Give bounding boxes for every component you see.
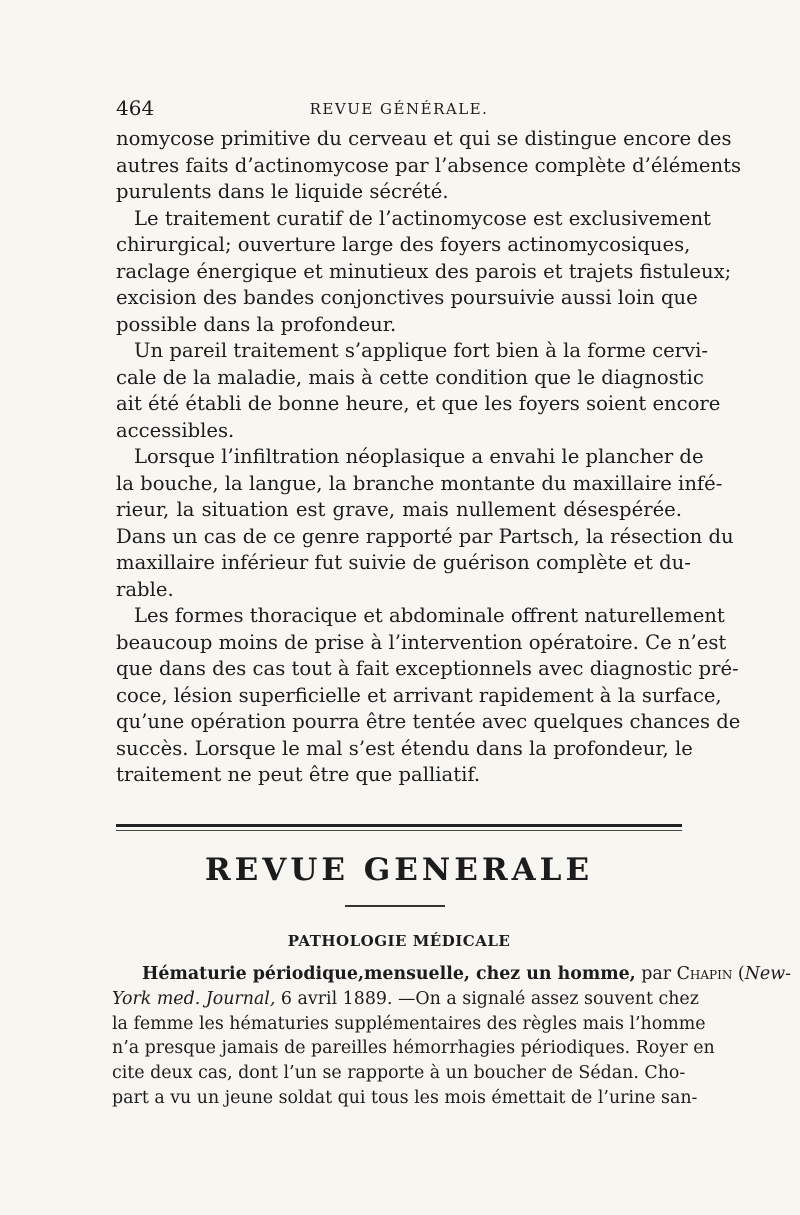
text-line: Les formes thoracique et abdominale offrent naturellement xyxy=(134,604,725,627)
text-line: nomycose primitive du cerveau et qui se distingue encore des xyxy=(116,127,732,150)
text-line: autres faits d’actinomycose par l’absence complète d’éléments xyxy=(116,153,742,177)
article-date: 6 avril 1889. —On a signalé assez souvent chez xyxy=(275,988,699,1009)
text-line: Le traitement curatif de l’actinomycose est exclusivement xyxy=(134,206,711,230)
text-line: excision des bandes conjonctives poursuivie aussi loin que xyxy=(116,286,698,309)
article-journal: New- xyxy=(744,964,791,984)
subsection-title: PATHOLOGIE MÉDICALE xyxy=(287,932,511,950)
running-title: REVUE GÉNÉRALE. xyxy=(309,100,489,118)
text-line: maxillaire inférieur fut suivie de guérison complète et du- xyxy=(116,551,691,574)
article-journal-cont: York med. Journal, xyxy=(112,988,276,1009)
article-line: part a vu un jeune soldat qui tous les mois émettait de l’urine san- xyxy=(112,1087,698,1108)
text-line: rieur, la situation est grave, mais nullement désespérée. xyxy=(116,498,682,521)
text-line: chirurgical; ouverture large des foyers actinomycosiques, xyxy=(116,233,691,256)
article-citation-line xyxy=(112,987,699,1012)
title-underline xyxy=(345,905,445,907)
text-line: succès. Lorsque le mal s’est étendu dans la profondeur, le xyxy=(116,736,693,760)
article-open-paren: ( xyxy=(732,964,745,984)
text-line: purulents dans le liquide sécrété. xyxy=(116,180,449,203)
article-line: cite deux cas, dont l’un se rapporte à un boucher de Sédan. Cho- xyxy=(112,1063,686,1084)
text-line: accessibles. xyxy=(116,418,235,442)
text-line: Dans un cas de ce genre rapporté par Partsch, la résection du xyxy=(116,524,734,548)
article-by: par xyxy=(635,964,677,984)
running-head xyxy=(116,96,682,124)
text-line: traitement ne peut être que palliatif. xyxy=(116,763,481,786)
article-line: la femme les hématuries supplémentaires des règles mais l’homme xyxy=(112,1013,706,1034)
text-line: coce, lésion superficielle et arrivant rapidement à la surface, xyxy=(116,683,722,707)
page-number: 464 xyxy=(116,96,155,120)
article-author: Chapin xyxy=(676,964,733,984)
article-line: n’a presque jamais de pareilles hémorrhagies périodiques. Royer en xyxy=(112,1038,715,1059)
text-line: raclage énergique et minutieux des parois et trajets fistuleux; xyxy=(116,259,732,283)
body-text xyxy=(116,126,742,789)
text-line: possible dans la profondeur. xyxy=(116,312,397,336)
section-divider xyxy=(116,824,682,827)
text-line: la bouche, la langue, la branche montante du maxillaire infé- xyxy=(116,471,723,495)
text-line: Lorsque l’infiltration néoplasique a envahi le plancher de xyxy=(134,445,704,468)
text-line: rable. xyxy=(116,577,174,601)
text-line: beaucoup moins de prise à l’intervention opératoire. Ce n’est xyxy=(116,630,727,654)
article-heading-line xyxy=(112,962,791,987)
article xyxy=(112,962,791,1111)
text-line: ait été établi de bonne heure, et que les foyers soient encore xyxy=(116,392,721,415)
text-line: Un pareil traitement s’applique fort bien à la forme cervi- xyxy=(134,339,708,362)
text-line: que dans des cas tout à fait exceptionnels avec diagnostic pré- xyxy=(116,657,739,680)
section-divider-thin xyxy=(116,830,682,831)
text-line: qu’une opération pourra être tentée avec quelques chances de xyxy=(116,710,741,733)
text-line: cale de la maladie, mais à cette condition que le diagnostic xyxy=(116,365,704,389)
section-title: REVUE GENERALE xyxy=(204,852,594,888)
article-heading: Hématurie périodique,mensuelle, chez un homme, xyxy=(142,964,636,984)
